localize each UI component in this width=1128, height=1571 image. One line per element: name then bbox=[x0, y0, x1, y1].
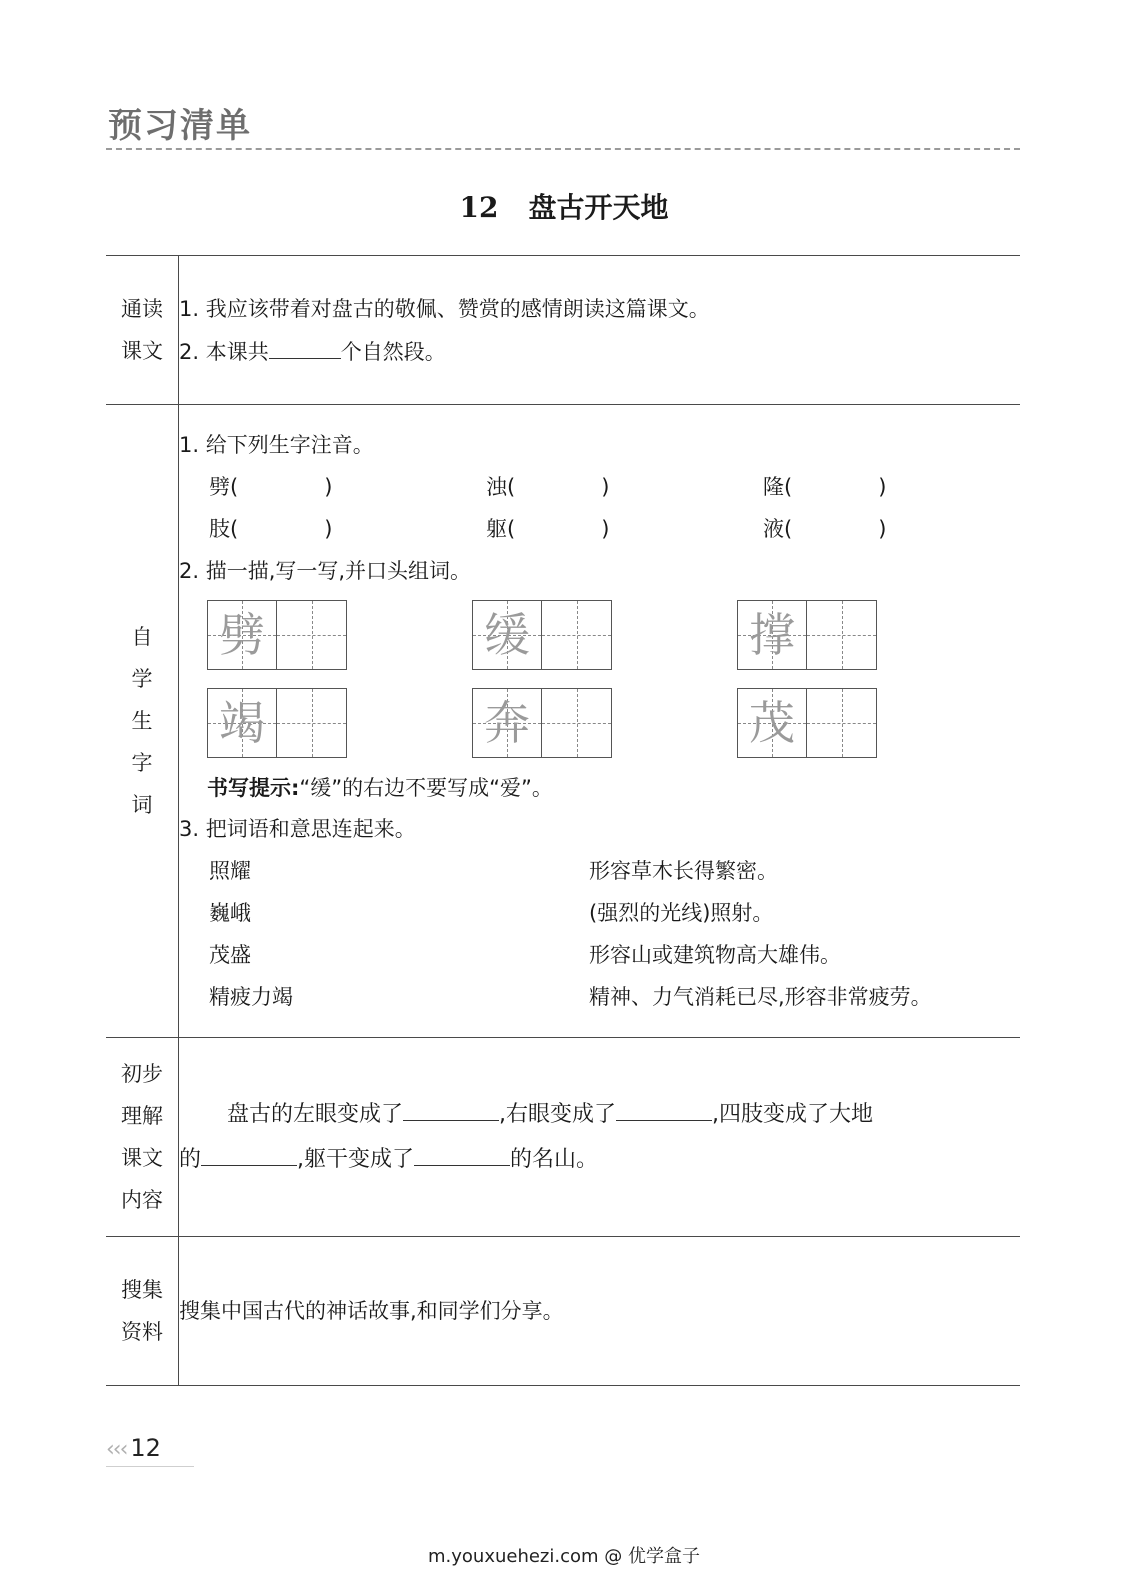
tianzige-pair bbox=[472, 600, 737, 670]
match-word[interactable]: 精疲力竭 bbox=[209, 985, 293, 1009]
answer-blank[interactable] bbox=[414, 1137, 510, 1166]
write-cell[interactable] bbox=[807, 600, 877, 670]
header-title: 预习清单 bbox=[108, 106, 252, 146]
tianzige-pair bbox=[737, 600, 937, 670]
zixue-question-3: 3. 把词语和意思连起来。 bbox=[179, 817, 416, 841]
tianzige-pair bbox=[207, 600, 472, 670]
watermark: m.youxuehezi.com @ 优学盒子 bbox=[427, 1546, 700, 1567]
word-meaning-match bbox=[179, 850, 1020, 1018]
preview-table bbox=[106, 255, 1020, 1386]
match-meaning[interactable]: 形容山或建筑物高大雄伟。 bbox=[589, 943, 841, 967]
match-word[interactable]: 巍峨 bbox=[209, 901, 251, 925]
writing-hint: 书写提示:“缓”的右边不要写成“爱”。 bbox=[207, 776, 553, 800]
trace-cell[interactable]: 奔 bbox=[472, 688, 542, 758]
trace-cell[interactable]: 撑 bbox=[737, 600, 807, 670]
trace-cell[interactable]: 茂 bbox=[737, 688, 807, 758]
tianzige-grid bbox=[179, 600, 1020, 758]
answer-blank[interactable] bbox=[201, 1137, 297, 1166]
section-zixue bbox=[106, 405, 1020, 1038]
pinyin-item[interactable]: 躯( ) bbox=[486, 517, 610, 541]
fill-in-paragraph: 盘古的左眼变成了 ,右眼变成了 ,四肢变成了大地 的 ,躯干变成了 的名山。 bbox=[179, 1092, 1020, 1182]
match-meaning[interactable]: 精神、力气消耗已尽,形容非常疲劳。 bbox=[589, 985, 932, 1009]
section-label: 通读 课文 bbox=[106, 256, 179, 405]
pinyin-item[interactable]: 肢( ) bbox=[209, 517, 333, 541]
zixue-question-1: 1. 给下列生字注音。 bbox=[179, 433, 374, 457]
tongdu-item-2: 2. 本课共 个自然段。 bbox=[179, 330, 1020, 373]
section-chubu bbox=[106, 1038, 1020, 1237]
section-label: 自 学 生 字 词 bbox=[106, 405, 179, 1038]
match-word[interactable]: 茂盛 bbox=[209, 943, 251, 967]
section-souji bbox=[106, 1237, 1020, 1386]
section-tongdu bbox=[106, 256, 1020, 405]
answer-blank[interactable] bbox=[403, 1092, 499, 1121]
section-label: 初步 理解 课文 内容 bbox=[106, 1038, 179, 1237]
trace-cell[interactable]: 缓 bbox=[472, 600, 542, 670]
lesson-number: 12 bbox=[459, 191, 499, 224]
trace-cell[interactable]: 竭 bbox=[207, 688, 277, 758]
write-cell[interactable] bbox=[542, 688, 612, 758]
tianzige-pair bbox=[737, 688, 937, 758]
match-meaning[interactable]: (强烈的光线)照射。 bbox=[589, 901, 774, 925]
tianzige-pair bbox=[207, 688, 472, 758]
pinyin-item[interactable]: 隆( ) bbox=[763, 475, 887, 499]
answer-blank[interactable] bbox=[616, 1092, 712, 1121]
souji-text: 搜集中国古代的神话故事,和同学们分享。 bbox=[179, 1299, 564, 1323]
write-cell[interactable] bbox=[277, 688, 347, 758]
page-number: 12 bbox=[130, 1434, 161, 1462]
zixue-question-2: 2. 描一描,写一写,并口头组词。 bbox=[179, 559, 472, 583]
pinyin-grid bbox=[179, 466, 1020, 550]
pinyin-item[interactable]: 液( ) bbox=[763, 517, 887, 541]
footer-rule bbox=[106, 1466, 194, 1467]
lesson-name: 盘古开天地 bbox=[528, 191, 669, 224]
write-cell[interactable] bbox=[277, 600, 347, 670]
header-dashed-rule bbox=[106, 148, 1020, 150]
paragraph-count-blank[interactable] bbox=[269, 330, 341, 359]
section-label: 搜集 资料 bbox=[106, 1237, 179, 1386]
write-cell[interactable] bbox=[542, 600, 612, 670]
lesson-title bbox=[0, 186, 1128, 226]
trace-cell[interactable]: 劈 bbox=[207, 600, 277, 670]
match-word[interactable]: 照耀 bbox=[209, 859, 251, 883]
page-footer bbox=[106, 1434, 161, 1462]
write-cell[interactable] bbox=[807, 688, 877, 758]
pinyin-item[interactable]: 浊( ) bbox=[486, 475, 610, 499]
match-meaning[interactable]: 形容草木长得繁密。 bbox=[589, 859, 778, 883]
tongdu-item-1: 1. 我应该带着对盘古的敬佩、赞赏的感情朗读这篇课文。 bbox=[179, 296, 710, 321]
tianzige-pair bbox=[472, 688, 737, 758]
page-arrows-icon: ‹‹‹ bbox=[106, 1437, 127, 1462]
pinyin-item[interactable]: 劈( ) bbox=[209, 475, 333, 499]
